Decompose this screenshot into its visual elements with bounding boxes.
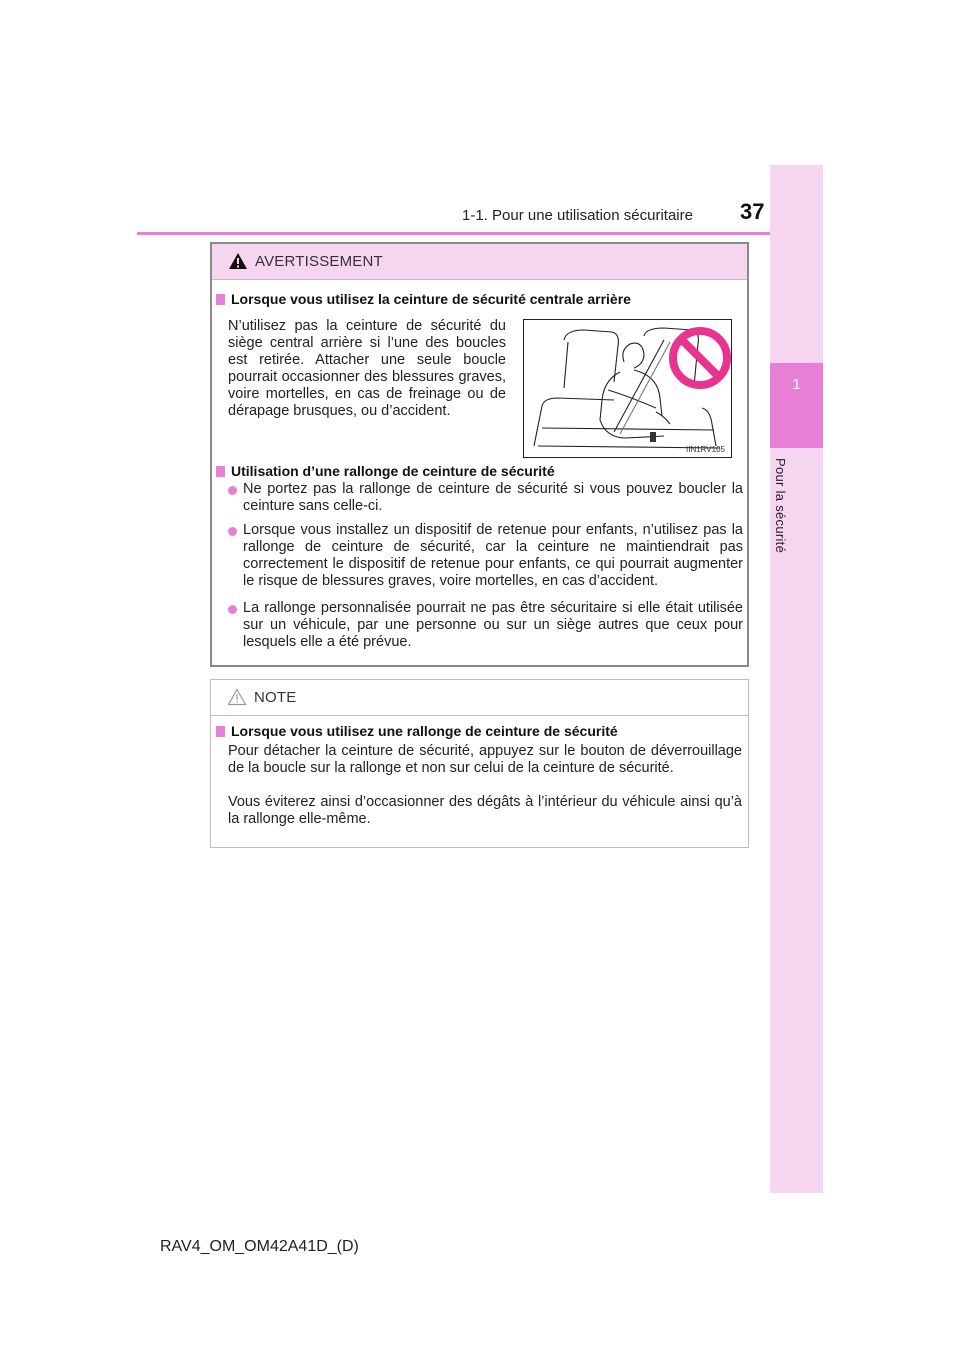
- note-text-1: Pour détacher la ceinture de sécurité, appuyez sur le bouton de déverrouillage de la boucle sur la rallonge et non sur celui de la ceinture de sécurité.: [228, 743, 742, 776]
- note-heading: Lorsque vous utilisez une rallonge de ceinture de sécurité: [216, 723, 618, 739]
- warning-bullet-3: La rallonge personnalisée pourrait ne pas être sécuritaire si elle était utilisée sur un véhicule, par une personne ou sur un siège autres que ceux pour lesquels elle a été prévue.: [243, 600, 743, 650]
- square-bullet-icon: [216, 294, 225, 305]
- warning-section2-heading: Utilisation d’une rallonge de ceinture de sécurité: [216, 463, 555, 479]
- warning-triangle-icon: [228, 252, 248, 275]
- warning-bullet-2: Lorsque vous installez un dispositif de retenue pour enfants, n’utilisez pas la rallonge de ceinture de sécurité, car la ceinture ne maintiendrait pas correctement le dispositif de retenue pour enfants, ce qui pourrait augmenter le risque de blessures graves, voire mortelles, en cas d’accident.: [243, 522, 743, 589]
- round-bullet-icon: [228, 527, 237, 536]
- note-text-2: Vous éviterez ainsi d’occasionner des dégâts à l’intérieur du véhicule ainsi qu’à la rallonge elle-même.: [228, 794, 742, 827]
- warning-section1-text: N’utilisez pas la ceinture de sécurité du siège central arrière si l’une des boucles est retirée. Attacher une seule boucle pourrait occasionner des blessures graves, voire mortelles, en cas de freinage ou de dérapage brusques, ou d’accident.: [228, 318, 506, 419]
- document-code: RAV4_OM_OM42A41D_(D): [160, 1238, 359, 1255]
- rear-seat-belt-figure: [523, 319, 732, 458]
- section-title: 1-1. Pour une utilisation sécuritaire: [462, 207, 693, 224]
- chapter-number: 1: [792, 376, 801, 393]
- warning-title: AVERTISSEMENT: [255, 253, 383, 270]
- chapter-side-tab: [770, 165, 823, 1193]
- caution-triangle-icon: [227, 688, 247, 711]
- warning-bullet-1: Ne portez pas la rallonge de ceinture de sécurité si vous pouvez boucler la ceinture sans celle-ci.: [243, 481, 743, 514]
- round-bullet-icon: [228, 486, 237, 495]
- warning-header: [212, 244, 747, 280]
- warning-section1-heading: Lorsque vous utilisez la ceinture de sécurité centrale arrière: [216, 291, 631, 307]
- page-number: 37: [740, 199, 765, 224]
- note-header: [211, 680, 748, 716]
- note-title: NOTE: [254, 689, 297, 706]
- prohibited-icon: [673, 331, 727, 385]
- rear-seat-illustration: [524, 320, 731, 457]
- square-bullet-icon: [216, 466, 225, 477]
- header-rule: [137, 232, 823, 235]
- chapter-label: Pour la sécurité: [773, 458, 788, 554]
- square-bullet-icon: [216, 726, 225, 737]
- figure-code: IIN1RV105: [686, 445, 725, 454]
- round-bullet-icon: [228, 605, 237, 614]
